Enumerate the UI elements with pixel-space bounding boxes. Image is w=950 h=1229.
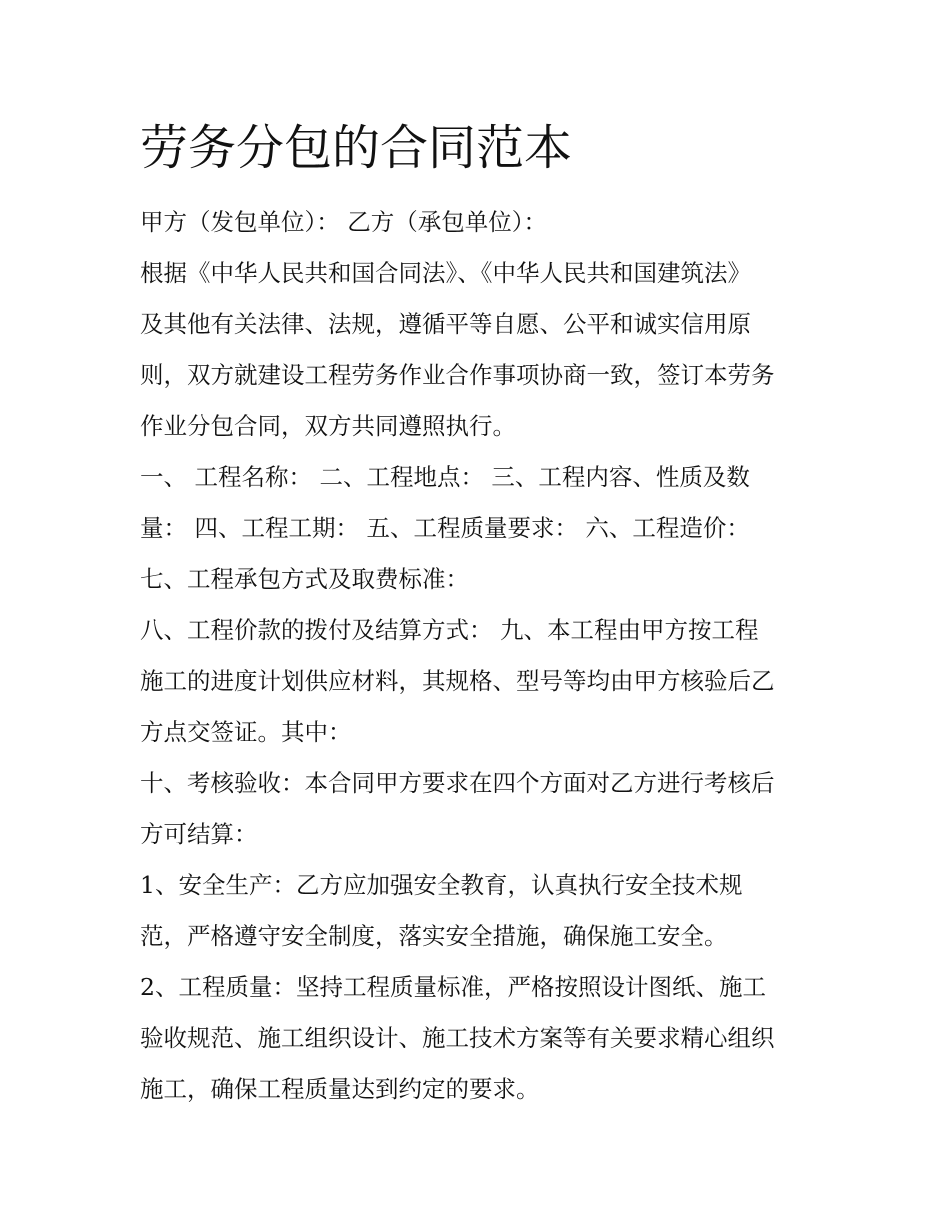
text-line: 施工的进度计划供应材料，其规格、型号等均由甲方核验后乙 <box>140 667 775 695</box>
text-line: 量： 四、工程工期： 五、工程质量要求： 六、工程造价： <box>140 514 750 542</box>
text-line: 验收规范、施工组织设计、施工技术方案等有关要求精心组织 <box>140 1024 775 1052</box>
text-line: 七、工程承包方式及取费标准： <box>140 565 469 593</box>
text-line: 一、 工程名称： 二、工程地点： 三、工程内容、性质及数 <box>140 463 750 491</box>
text-line: 作业分包合同，双方共同遵照执行。 <box>140 412 516 440</box>
text-line: 则，双方就建设工程劳务作业合作事项协商一致，签订本劳务 <box>140 361 775 389</box>
text-line: 方点交签证。其中： <box>140 718 352 746</box>
text-line: 八、工程价款的拨付及结算方式： 九、本工程由甲方按工程 <box>140 616 759 644</box>
text-line: 根据《中华人民共和国合同法》、《中华人民共和国建筑法》 <box>140 259 751 287</box>
text-line: 十、考核验收：本合同甲方要求在四个方面对乙方进行考核后 <box>140 769 775 797</box>
text-line: 及其他有关法律、法规，遵循平等自愿、公平和诚实信用原 <box>140 310 751 338</box>
text-line: 方可结算： <box>140 820 258 848</box>
document-title: 劳务分包的合同范本 <box>140 120 573 176</box>
text-line: 甲方（发包单位）： 乙方（承包单位）： <box>140 208 547 236</box>
text-line: 1、安全生产：乙方应加强安全教育，认真执行安全技术规 <box>140 871 743 899</box>
text-line: 范，严格遵守安全制度，落实安全措施，确保施工安全。 <box>140 922 728 950</box>
text-line: 2、工程质量：坚持工程质量标准，严格按照设计图纸、施工 <box>140 973 766 1001</box>
text-line: 施工，确保工程质量达到约定的要求。 <box>140 1075 540 1103</box>
